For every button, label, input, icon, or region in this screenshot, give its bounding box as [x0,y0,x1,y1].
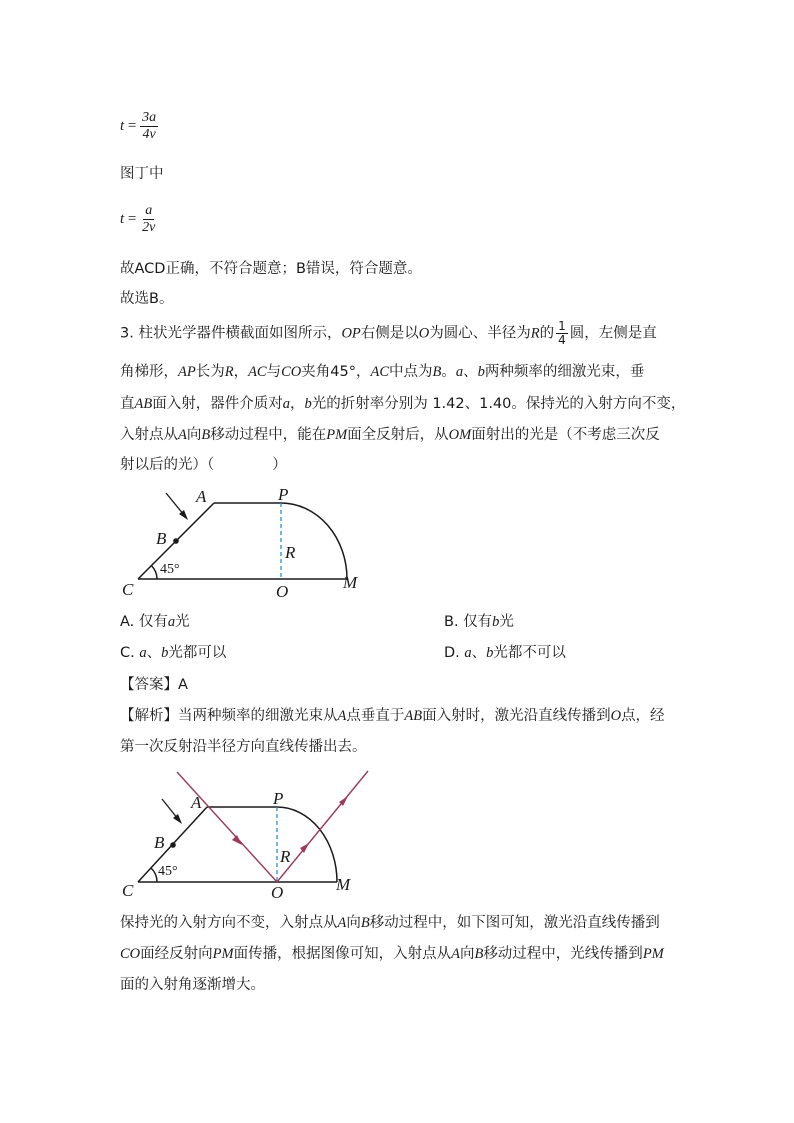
var-b: b [161,645,169,661]
q3-text: 夹角45°， [301,364,371,380]
para-text: 保持光的入射方向不变，入射点从 [120,915,338,931]
var-AC: AC [248,364,267,380]
label-P: P [278,485,289,504]
var-b: b [304,396,312,412]
eq1-lhs: t [120,117,125,134]
laser-ray [177,771,368,882]
option-text: 、 [146,645,162,661]
var-O: O [610,708,622,724]
q3-text: 面入射，器件介质对 [152,396,283,412]
conclusion-text: 故ACD正确，不符合题意；B错误，符合题意。 [120,261,422,277]
var-AB: AB [404,708,423,724]
q3-text: 的 [539,325,555,342]
q3-text: 入射点从 [120,427,178,443]
var-PM: PM [326,427,348,443]
q3-text: 向 [186,427,202,443]
var-a: a [455,364,464,380]
var-b: b [477,364,485,380]
q3-text: 光的折射率分别为 1.42、1.40。保持光的入射方向不变， [311,396,686,412]
label-O: O [271,883,284,900]
label-R: R [285,543,296,562]
var-b: b [486,645,494,661]
label-O: O [276,582,289,601]
q3-text: 角梯形， [120,364,178,380]
para-text: 面传播，根据图像可知，入射点从 [233,946,452,962]
q3-text: 移动过程中，能在 [210,427,327,443]
option-text: A. 仅有 [120,614,168,630]
analysis-line2: 第一次反射沿半径方向直线传播出去。 [120,739,367,755]
var-a: a [167,614,176,630]
var-CO: CO [281,364,302,380]
option-text: B. 仅有 [444,614,493,630]
var-PM: PM [642,946,664,962]
analysis-text: 面入射时，激光沿直线传播到 [422,708,611,724]
var-b: b [492,614,500,630]
eq2-eq: = [127,210,137,227]
para-text: 向 [346,915,361,931]
q3-text: 。 [441,364,456,380]
label-P: P [273,789,284,808]
point-B [173,538,179,544]
equation-time-1 [120,110,158,143]
label-B: B [154,833,165,852]
label-angle-45: 45° [160,562,180,577]
option-text: 光 [175,614,190,630]
figure-ray-path [110,765,380,900]
eq1-fraction [140,110,158,143]
var-B: B [432,364,442,380]
var-OP: OP [341,325,361,342]
var-A: A [337,915,347,931]
eq1-eq: = [127,117,137,134]
option-A[interactable] [120,612,190,632]
option-text: 、 [471,645,487,661]
frac-den: 4 [558,333,566,347]
var-R: R [224,364,234,380]
answer-value: A [178,677,188,693]
var-B: B [474,946,484,962]
eq1-den: 4v [142,127,156,142]
var-AB: AB [134,396,153,412]
var-B: B [360,915,370,931]
frac-num: 1 [558,319,566,333]
var-A: A [178,427,187,443]
q3-text: 中点为 [389,364,433,380]
analysis-line1 [120,706,665,726]
var-R: R [530,325,540,342]
eq2-lhs: t [120,210,125,227]
angle-arc [151,566,157,579]
eq2-num: a [145,203,153,218]
q3-text: 3. 柱状光学器件横截面如图所示， [120,325,342,342]
figure-optical-device [110,480,380,605]
angle-arc [151,868,157,882]
answer-line [120,675,188,695]
equation-time-2 [120,203,157,236]
q3-text: 长为 [195,364,225,380]
q3-text: 为圆心、半径为 [429,325,531,342]
q3-text: 面射出的光是（不考虑三次反 [471,427,660,443]
label-B: B [156,529,167,548]
var-a: a [464,645,472,661]
option-C[interactable] [120,643,226,663]
answer-label: 【答案】 [120,677,178,693]
option-text: D. [444,645,465,661]
var-B: B [201,427,211,443]
var-CO: CO [120,946,141,962]
label-M: M [343,573,358,592]
var-AP: AP [178,364,196,380]
q3-text: 直 [120,396,135,412]
q3-text: 与 [266,364,282,380]
analysis-text: 点垂直于 [346,708,405,724]
label-C: C [122,881,134,900]
arc-PM [281,503,347,579]
q3-text: ， [289,396,305,412]
eq1-num: 3a [142,110,157,125]
q3-line2 [120,362,644,382]
label-C: C [122,580,134,599]
incident-arrow [162,799,182,824]
q3-line4 [120,425,660,445]
q3-text: 右侧是以 [360,325,419,342]
choose-text: 故选B。 [120,291,174,307]
var-OM: OM [448,427,472,443]
analysis-text: 当两种频率的细激光束从 [178,708,338,724]
para2-line2 [120,944,664,964]
eq2-den: 2v [142,220,156,235]
option-text: 光都不可以 [493,645,566,661]
analysis-text: 点，经 [621,708,665,724]
var-A: A [451,946,460,962]
q3-text: 面全反射后，从 [347,427,449,443]
ray-arrow-in [232,835,242,845]
option-text: 光 [499,614,514,630]
option-text: C. [120,645,140,661]
para-text: 面经反射向 [140,946,213,962]
label-A: A [191,793,202,812]
quarter-fraction [556,320,568,347]
option-D[interactable] [444,643,566,663]
label-M: M [336,875,351,894]
var-AC: AC [370,364,389,380]
label-angle-45: 45° [158,864,178,879]
var-A: A [337,708,347,724]
option-text: 光都可以 [168,645,227,661]
label-fig-ding: 图丁中 [120,166,164,182]
point-B [170,842,176,848]
q3-line1 [120,320,657,347]
eq2-fraction [140,203,157,236]
para-text: 移动过程中，如下图可知，激光沿直线传播到 [369,915,660,931]
para-text: 向 [459,946,475,962]
var-O: O [418,325,430,342]
q3-line5: 射以后的光）（ ） [120,457,287,473]
label-R: R [280,847,291,866]
para2-line3: 面的入射角逐渐增大。 [120,977,265,993]
para-text: 移动过程中，光线传播到 [483,946,643,962]
var-a: a [282,396,290,412]
var-PM: PM [212,946,234,962]
analysis-label: 【解析】 [120,708,178,724]
q3-text: 两种频率的细激光束，垂 [484,364,645,380]
para2-line1 [120,913,660,933]
incident-arrow [166,493,188,520]
q3-text: ， [233,364,249,380]
option-B[interactable] [444,612,514,632]
q3-line3 [120,394,685,414]
q3-text: 圆，左侧是直 [569,325,657,342]
q3-text: 、 [463,364,478,380]
var-a: a [139,645,147,661]
label-A: A [196,487,207,506]
